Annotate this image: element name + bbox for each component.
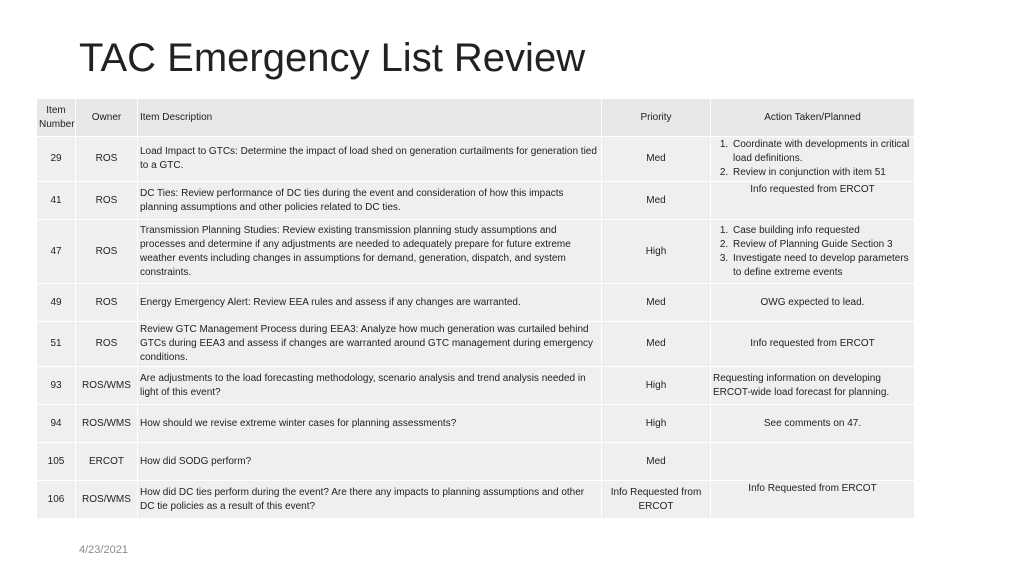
row-item-number: 106 (37, 481, 76, 519)
header-priority: Priority (602, 99, 711, 137)
row-description: Are adjustments to the load forecasting methodology, scenario analysis and trend analysis needed in light of this event? (138, 367, 602, 405)
row-owner: ROS (76, 182, 138, 220)
row-description: How did SODG perform? (138, 443, 602, 481)
table-row (37, 481, 915, 519)
row-owner: ROS/WMS (76, 367, 138, 405)
row-action: See comments on 47. (711, 405, 915, 443)
row-owner: ROS (76, 284, 138, 322)
header-action-taken: Action Taken/Planned (711, 99, 915, 137)
row-description: How should we revise extreme winter cases for planning assessments? (138, 405, 602, 443)
action-list-item: 1. Case building info requested (731, 224, 912, 238)
row-priority: Med (602, 284, 711, 322)
row-priority: High (602, 367, 711, 405)
row-priority: Info Requested from ERCOT (602, 481, 711, 519)
row-description: DC Ties: Review performance of DC ties during the event and consideration of how this impacts planning assumptions and other policies related to DC ties. (138, 182, 602, 220)
slide-title: TAC Emergency List Review (79, 36, 586, 80)
header-owner: Owner (76, 99, 138, 137)
action-list-item: 3. Investigate need to develop parameters to define extreme events (731, 252, 912, 280)
row-owner: ROS (76, 322, 138, 367)
table-row (37, 182, 915, 220)
emergency-list-table (36, 98, 915, 519)
row-priority: High (602, 405, 711, 443)
row-owner: ERCOT (76, 443, 138, 481)
table-row (37, 284, 915, 322)
table-row (37, 443, 915, 481)
row-owner: ROS/WMS (76, 405, 138, 443)
row-priority: Med (602, 137, 711, 182)
row-description: How did DC ties perform during the event? Are there any impacts to planning assumptions and other DC tie policies as a result of this event? (138, 481, 602, 519)
row-priority: Med (602, 182, 711, 220)
row-item-number: 29 (37, 137, 76, 182)
row-item-number: 49 (37, 284, 76, 322)
row-description: Load Impact to GTCs: Determine the impact of load shed on generation curtailments for generation tied to a GTC. (138, 137, 602, 182)
row-description: Review GTC Management Process during EEA3: Analyze how much generation was curtailed behind GTCs during EEA3 and assess if changes are warranted around GTC management during emergency conditions. (138, 322, 602, 367)
row-item-number: 93 (37, 367, 76, 405)
row-item-number: 94 (37, 405, 76, 443)
row-action: Info requested from ERCOT (711, 182, 915, 220)
action-list (713, 138, 912, 180)
table-row (37, 137, 915, 182)
row-action (711, 137, 915, 182)
row-priority: Med (602, 443, 711, 481)
row-priority: High (602, 220, 711, 284)
header-item-number: Item Number (37, 99, 76, 137)
table-row (37, 322, 915, 367)
row-action (711, 443, 915, 481)
table-row (37, 220, 915, 284)
table-row (37, 367, 915, 405)
action-list-item: 2. Review in conjunction with item 51 (731, 166, 912, 180)
table-header-row (37, 99, 915, 137)
header-item-description: Item Description (138, 99, 602, 137)
row-item-number: 51 (37, 322, 76, 367)
row-owner: ROS/WMS (76, 481, 138, 519)
row-action: OWG expected to lead. (711, 284, 915, 322)
action-list-item: 1. Coordinate with developments in critical load definitions. (731, 138, 912, 166)
action-list-item: 2. Review of Planning Guide Section 3 (731, 238, 912, 252)
row-action: Info Requested from ERCOT (711, 481, 915, 519)
row-item-number: 105 (37, 443, 76, 481)
row-owner: ROS (76, 137, 138, 182)
table-row (37, 405, 915, 443)
slide-date: 4/23/2021 (79, 544, 128, 556)
row-owner: ROS (76, 220, 138, 284)
row-action: Requesting information on developing ERCOT-wide load forecast for planning. (711, 367, 915, 405)
row-description: Transmission Planning Studies: Review existing transmission planning study assumptions and processes and determine if any adjustments are needed to adequately prepare for future extreme weather events including changes in assumptions for demand, generation, dispatch, and system constraints. (138, 220, 602, 284)
action-list (713, 224, 912, 280)
row-action (711, 220, 915, 284)
row-description: Energy Emergency Alert: Review EEA rules and assess if any changes are warranted. (138, 284, 602, 322)
row-priority: Med (602, 322, 711, 367)
row-item-number: 41 (37, 182, 76, 220)
row-item-number: 47 (37, 220, 76, 284)
row-action: Info requested from ERCOT (711, 322, 915, 367)
